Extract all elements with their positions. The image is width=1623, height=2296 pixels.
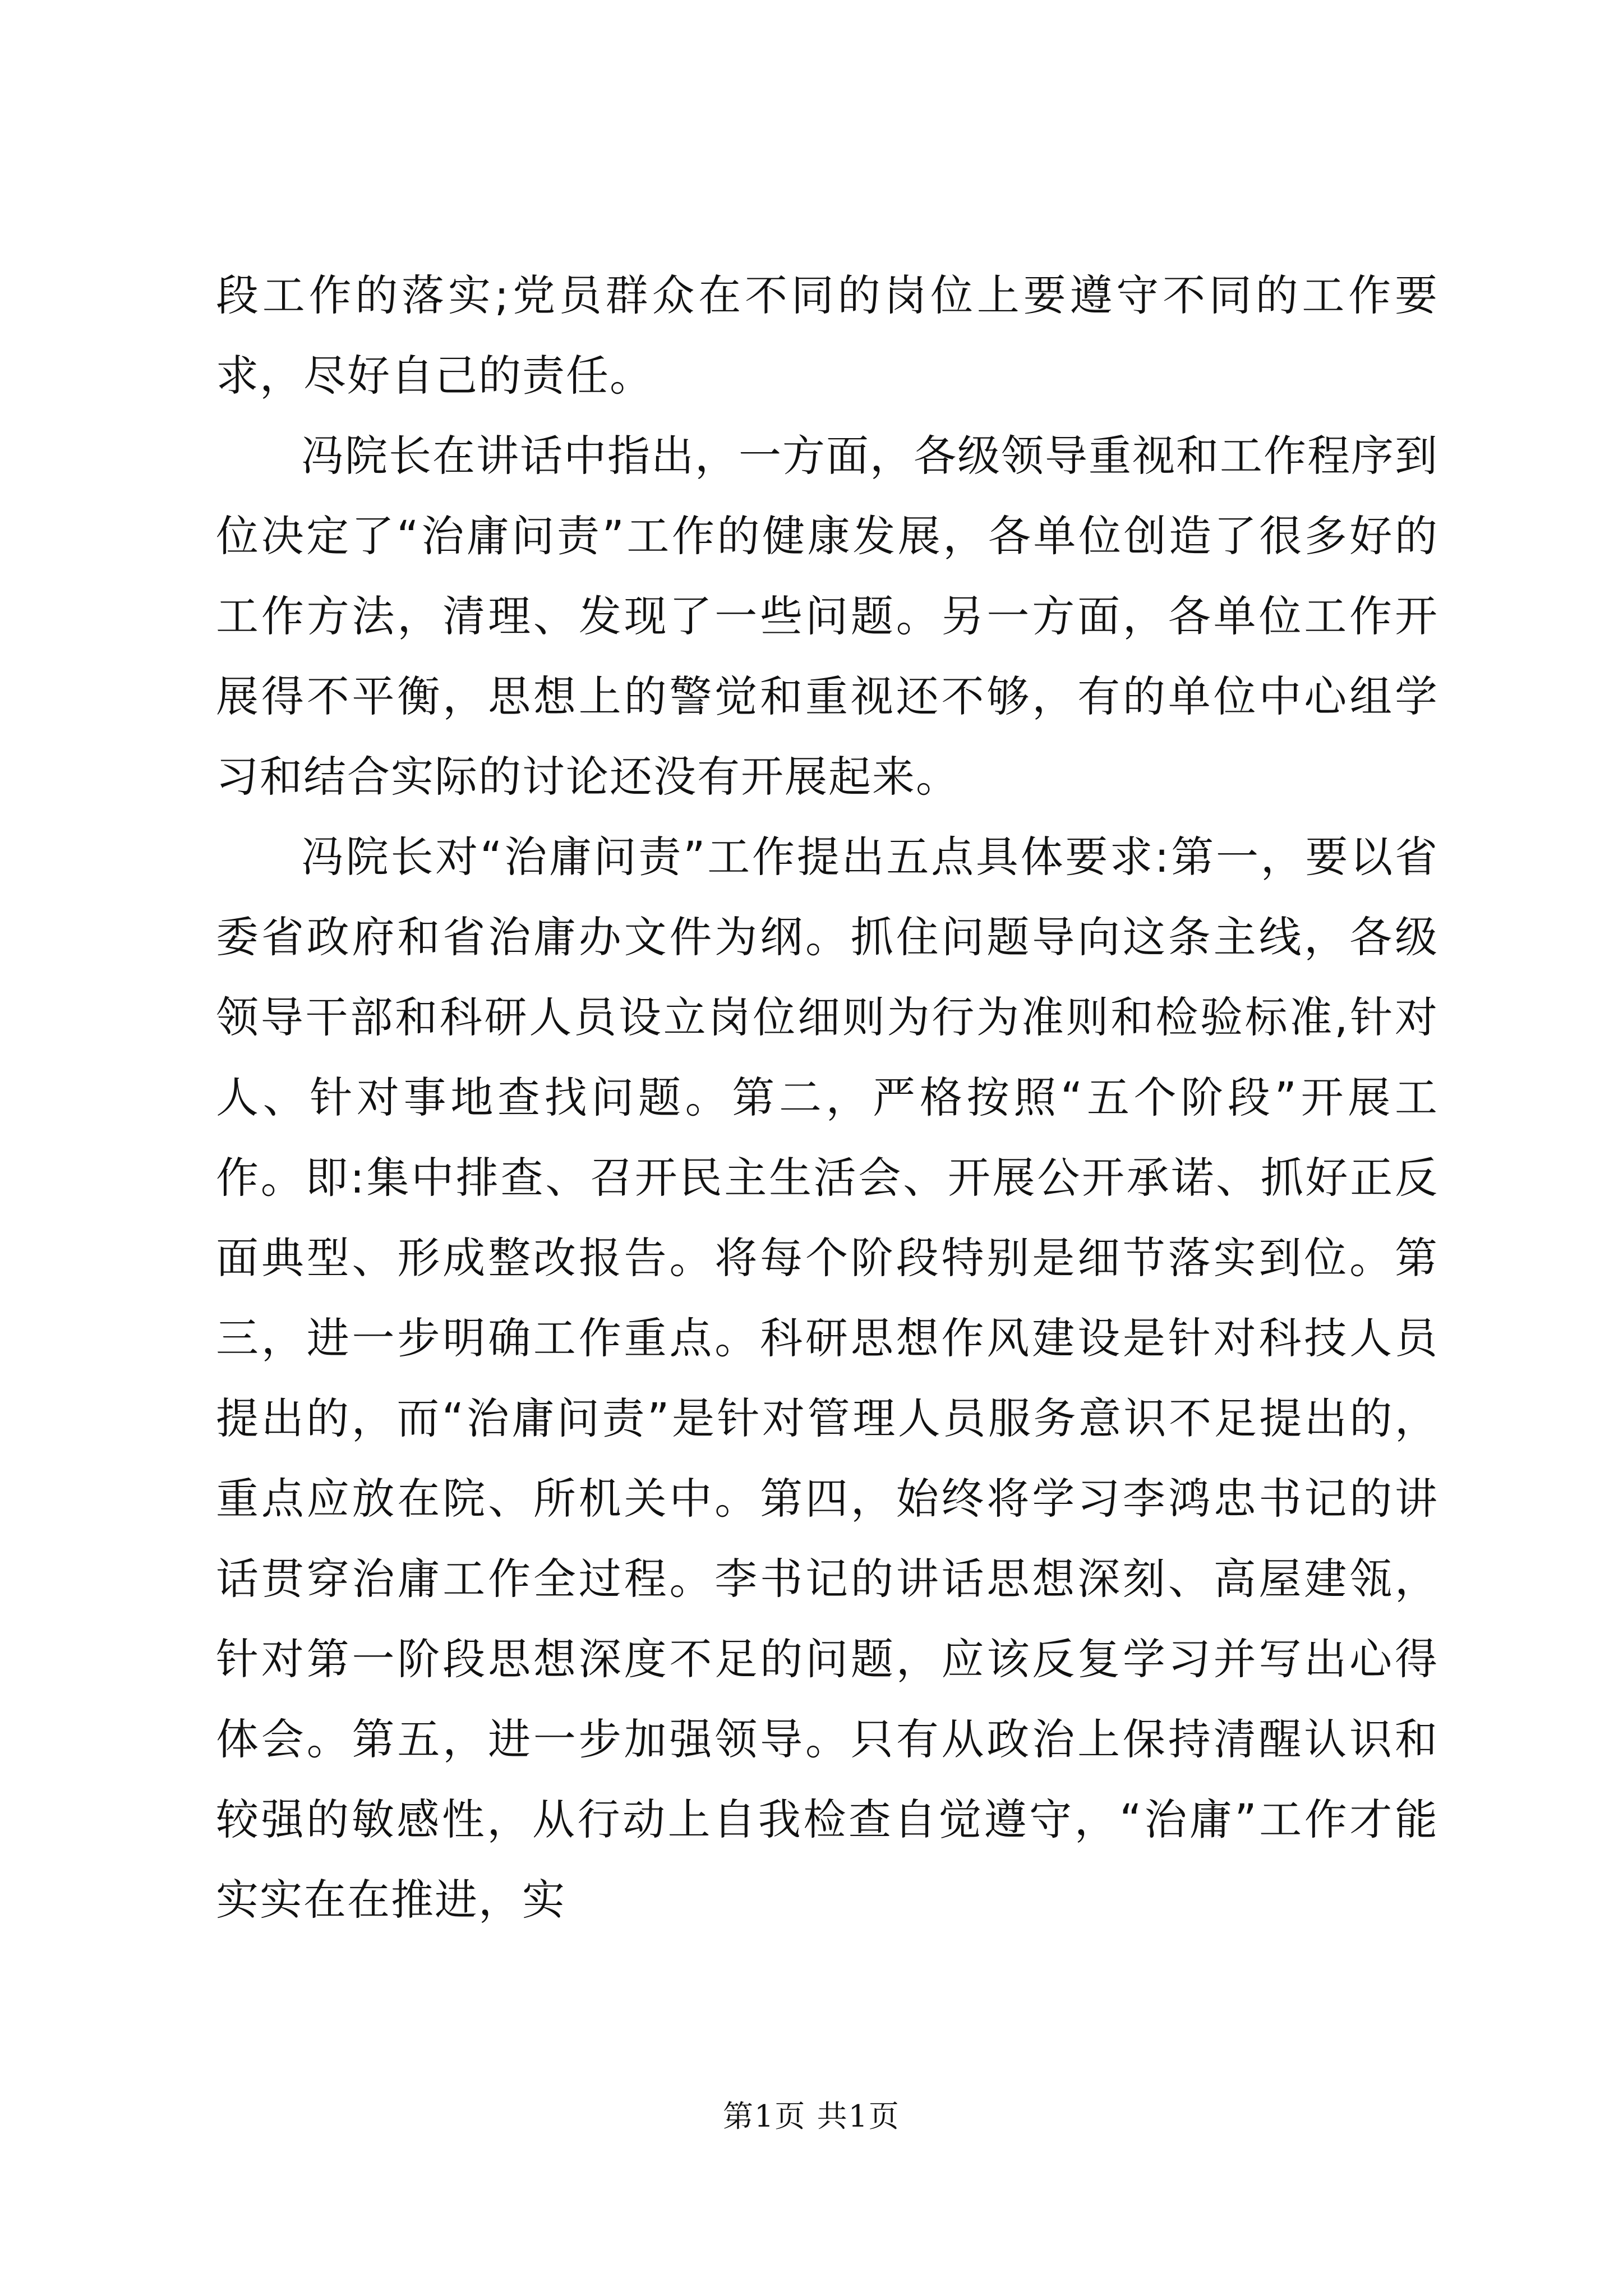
paragraph-speech-summary: 冯院长在讲话中指出，一方面，各级领导重视和工作程序到位决定了“治庸问责”工作的健康发展，各单位创造了很多好的工作方法，清理、发现了一些问题。另一方面，各单位工作开展得不平衡，思想上的警觉和重视还不够，有的单位中心组学习和结合实际的讨论还没有开展起来。 [216,431,1438,802]
paragraph-five-requirements: 冯院长对“治庸问责”工作提出五点具体要求:第一，要以省委省政府和省治庸办文件为纲。抓住问题导向这条主线，各级领导干部和科研人员设立岗位细则为行为准则和检验标准,针对人、针对事地查找问题。第二，严格按照“五个阶段”开展工作。即:集中排查、召开民主生活会、开展公开承诺、抓好正反面典型、形成整改报告。将每个阶段特别是细节落实到位。第三，进一步明确工作重点。科研思想作风建设是针对科技人员提出的，而“治庸问责”是针对管理人员服务意识不足提出的，重点应放在院、所机关中。第四，始终将学习李鸿忠书记的讲话贯穿治庸工作全过程。李书记的讲话思想深刻、高屋建瓴，针对第一阶段思想深度不足的问题，应该反复学习并写出心得体会。第五，进一步加强领导。只有从政治上保持清醒认识和较强的敏感性，从行动上自我检查自觉遵守，“治庸”工作才能实实在在推进，实 [216,832,1438,1925]
document-body [216,255,1438,1940]
paragraph-continuation: 段工作的落实;党员群众在不同的岗位上要遵守不同的工作要求，尽好自己的责任。 [216,270,1438,401]
page-number-footer: 第1页 共1页 [723,2099,900,2134]
